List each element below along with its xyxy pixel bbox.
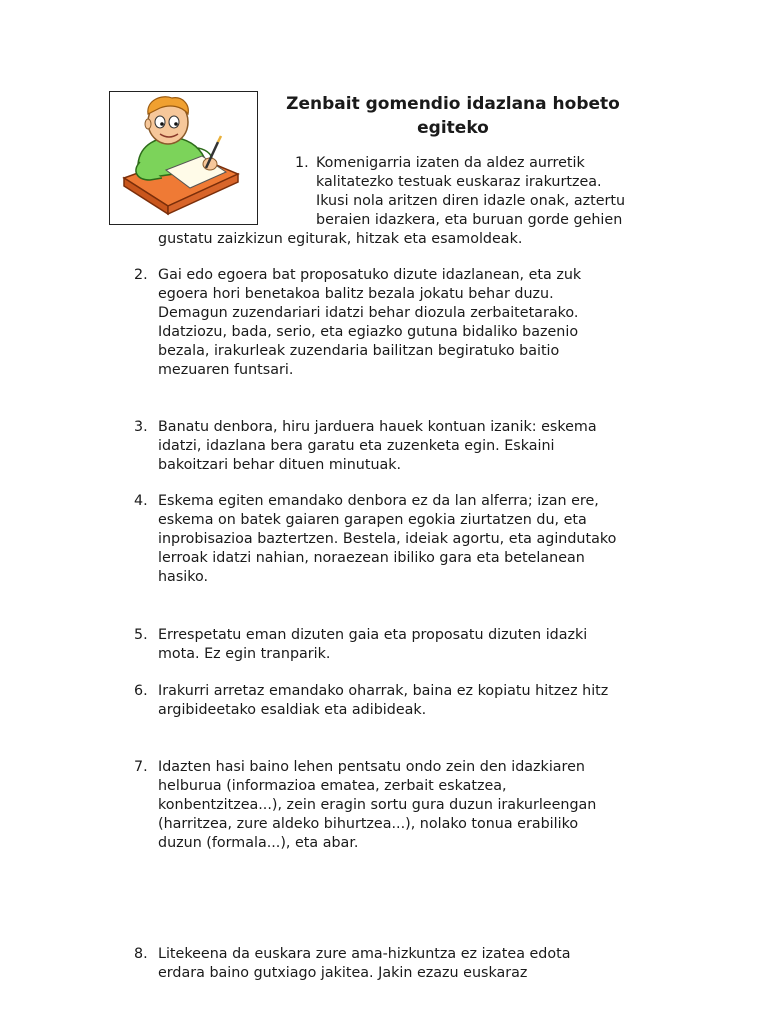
list-item-text-line: argibideetako esaldiak eta adibideak. — [158, 702, 427, 718]
list-item-text-line: Idatziozu, bada, serio, eta egiazko gutuna bidaliko bazenio — [158, 324, 579, 340]
list-item-text-line: bakoitzari behar dituen minutuak. — [158, 457, 402, 473]
list-item-number: 5. — [134, 627, 148, 643]
list-item-text-line: Litekeena da euskara zure ama-hizkuntza ez izatea edota — [158, 946, 571, 962]
list-item-text-line: mota. Ez egin tranparik. — [158, 646, 331, 662]
list-item-text-line: duzun (formala...), eta abar. — [158, 835, 359, 851]
student-writing-icon — [110, 92, 257, 224]
page-title: Zenbait gomendio idazlana hobeto egiteko — [286, 94, 620, 138]
list-item-text-line: Irakurri arretaz emandako oharrak, baina ez kopiatu hitzez hitz — [158, 683, 609, 699]
list-item-text-line: Komenigarria izaten da aldez aurretik — [316, 155, 585, 171]
list-item-text-line: (harritzea, zure aldeko bihurtzea...), nolako tonua erabiliko — [158, 816, 579, 832]
list-item-number: 7. — [134, 759, 148, 775]
list-item-text-line: gustatu zaizkizun egiturak, hitzak eta esamoldeak. — [158, 231, 523, 247]
list-item-text-line: Eskema egiten emandako denbora ez da lan alferra; izan ere, — [158, 493, 599, 509]
list-item-text-line: mezuaren funtsari. — [158, 362, 294, 378]
list-item-text-line: eskema on batek gaiaren garapen egokia ziurtatzen du, eta — [158, 512, 587, 528]
list-item-text-line: Gai edo egoera bat proposatuko dizute idazlanean, eta zuk — [158, 267, 582, 283]
student-writing-clipart — [109, 91, 258, 225]
list-item-number: 3. — [134, 419, 148, 435]
list-item-number: 8. — [134, 946, 148, 962]
list-item-text-line: helburua (informazioa ematea, zerbait eskatzea, — [158, 778, 507, 794]
list-item-number: 1. — [295, 155, 309, 171]
list-item-text-line: Banatu denbora, hiru jarduera hauek kontuan izanik: eskema — [158, 419, 597, 435]
list-item-text-line: konbentzitzea...), zein eragin sortu gura duzun irakurleengan — [158, 797, 597, 813]
list-item-text-line: Errespetatu eman dizuten gaia eta proposatu dizuten idazki — [158, 627, 588, 643]
list-item-text-line: lerroak idatzi nahian, noraezean ibiliko gara eta betelanean — [158, 550, 585, 566]
list-item-text-line: beraien idazkera, eta buruan gorde gehien — [316, 212, 623, 228]
list-item-text-line: idatzi, idazlana bera garatu eta zuzenketa egin. Eskaini — [158, 438, 555, 454]
list-item-number: 2. — [134, 267, 148, 283]
list-item-text-line: Demagun zuzendariari idatzi behar diozula zerbaitetarako. — [158, 305, 579, 321]
list-item-text-line: erdara baino gutxiago jakitea. Jakin ezazu euskaraz — [158, 965, 528, 981]
list-item-number: 4. — [134, 493, 148, 509]
list-item-text-line: inprobisazioa baztertzen. Bestela, ideiak agortu, eta agindutako — [158, 531, 617, 547]
list-item-text-line: bezala, irakurleak zuzendaria bailitzan begiratuko baitio — [158, 343, 560, 359]
list-item-text-line: kalitatezko testuak euskaraz irakurtzea. — [316, 174, 602, 190]
list-item-number: 6. — [134, 683, 148, 699]
list-item-text-line: egoera hori benetakoa balitz bezala jokatu behar duzu. — [158, 286, 554, 302]
list-item-text-line: Idazten hasi baino lehen pentsatu ondo zein den idazkiaren — [158, 759, 585, 775]
list-item-text-line: Ikusi nola aritzen diren idazle onak, aztertu — [316, 193, 626, 209]
list-item-text-line: hasiko. — [158, 569, 209, 585]
